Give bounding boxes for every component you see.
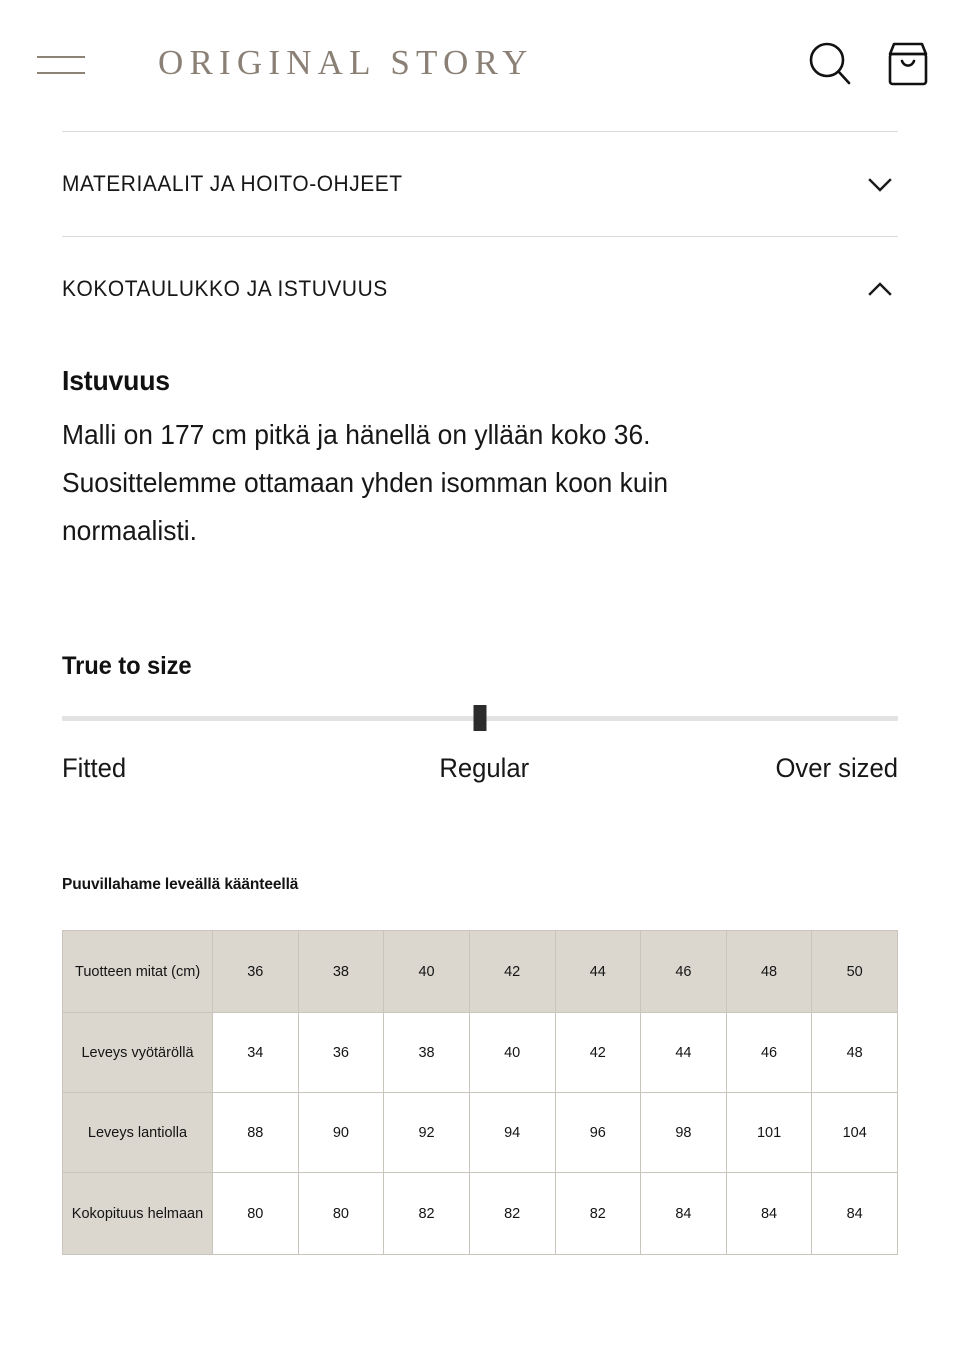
table-row <box>63 1013 898 1093</box>
size-table <box>62 930 898 1255</box>
table-header-cell: 36 <box>213 931 299 1013</box>
table-header-cell: Tuotteen mitat (cm) <box>63 931 213 1013</box>
table-header-cell: 40 <box>384 931 470 1013</box>
hamburger-line <box>37 56 85 58</box>
shopping-bag-icon[interactable] <box>882 38 934 90</box>
table-row-label: Leveys lantiolla <box>63 1093 213 1173</box>
accordion-materials[interactable] <box>62 132 898 236</box>
table-cell: 101 <box>726 1093 812 1173</box>
table-row <box>63 1173 898 1255</box>
fit-label-fitted: Fitted <box>62 753 127 783</box>
table-cell: 40 <box>469 1013 555 1093</box>
table-cell: 48 <box>812 1013 898 1093</box>
hamburger-line <box>37 72 85 74</box>
brand-logo[interactable]: ORIGINAL STORY <box>158 43 534 82</box>
accordion-sizechart[interactable] <box>62 237 898 341</box>
table-cell: 80 <box>213 1173 299 1255</box>
table-cell: 82 <box>555 1173 641 1255</box>
table-cell: 80 <box>298 1173 384 1255</box>
fit-slider[interactable] <box>62 705 898 731</box>
size-table-title: Puuvillahame leveällä käänteellä <box>62 876 299 893</box>
fit-label-regular: Regular <box>439 753 530 783</box>
table-header-cell: 44 <box>555 931 641 1013</box>
table-cell: 84 <box>812 1173 898 1255</box>
fit-slider-labels <box>62 753 898 784</box>
fit-slider-thumb[interactable] <box>474 705 487 731</box>
table-row-label: Leveys vyötäröllä <box>63 1013 213 1093</box>
table-row-label: Kokopituus helmaan <box>63 1173 213 1255</box>
fit-description: Malli on 177 cm pitkä ja hänellä on yllään koko 36. Suosittelemme ottamaan yhden isomman koon kuin normaalisti. <box>62 419 669 546</box>
table-cell: 38 <box>384 1013 470 1093</box>
table-row <box>63 1093 898 1173</box>
table-cell: 94 <box>469 1093 555 1173</box>
table-cell: 90 <box>298 1093 384 1173</box>
table-cell: 104 <box>812 1093 898 1173</box>
table-cell: 96 <box>555 1093 641 1173</box>
fit-panel <box>62 341 898 784</box>
fit-heading: Istuvuus <box>62 365 170 396</box>
product-details-content <box>0 131 960 1255</box>
table-cell: 82 <box>469 1173 555 1255</box>
table-cell: 88 <box>213 1093 299 1173</box>
hamburger-icon[interactable] <box>37 50 85 80</box>
table-header-cell: 46 <box>641 931 727 1013</box>
table-header-row <box>63 931 898 1013</box>
table-cell: 42 <box>555 1013 641 1093</box>
chevron-down-icon[interactable] <box>862 166 898 202</box>
table-cell: 98 <box>641 1093 727 1173</box>
fit-label-oversized: Over sized <box>775 753 898 783</box>
table-cell: 34 <box>213 1013 299 1093</box>
search-icon[interactable] <box>804 38 856 90</box>
true-to-size-heading: True to size <box>62 652 192 680</box>
table-cell: 44 <box>641 1013 727 1093</box>
table-cell: 92 <box>384 1093 470 1173</box>
site-header <box>0 0 960 131</box>
accordion-materials-label: MATERIAALIT JA HOITO-OHJEET <box>62 171 403 196</box>
table-header-cell: 38 <box>298 931 384 1013</box>
table-cell: 36 <box>298 1013 384 1093</box>
table-cell: 84 <box>726 1173 812 1255</box>
header-actions <box>804 38 934 90</box>
table-header-cell: 48 <box>726 931 812 1013</box>
accordion-sizechart-label: KOKOTAULUKKO JA ISTUVUUS <box>62 276 388 301</box>
table-cell: 84 <box>641 1173 727 1255</box>
chevron-up-icon[interactable] <box>862 271 898 307</box>
table-cell: 46 <box>726 1013 812 1093</box>
table-header-cell: 50 <box>812 931 898 1013</box>
table-header-cell: 42 <box>469 931 555 1013</box>
table-cell: 82 <box>384 1173 470 1255</box>
